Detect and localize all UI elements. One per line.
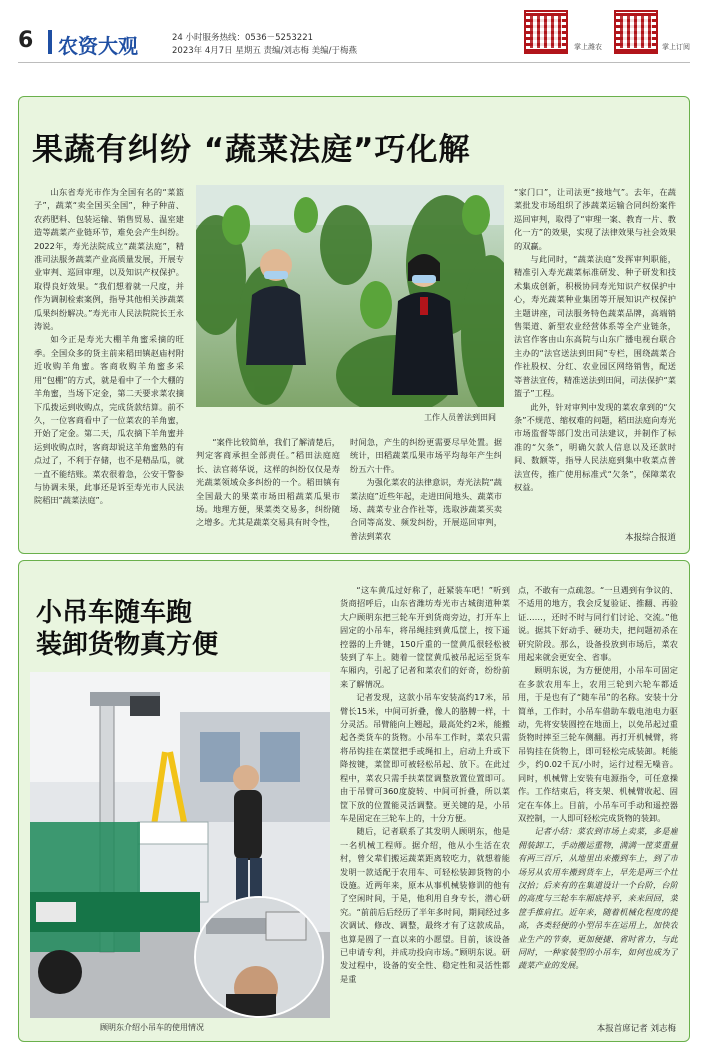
qr-code-right[interactable] [614,10,658,54]
qr-code-left[interactable] [524,10,568,54]
reporter-summary: 记者小结：菜农到市场上卖菜，多是雇佣装卸工，手动搬运重物，满满一筐菜重量有两三百斤，从地里出来搬到车上，到了市场另从农用车搬到货车上，早先是两三个壮汉抬；后来有的在集道设计一个台阶，台阶的高度与三轮车车厢底持平，来来回回，菜筐手推肩扛。近年来，随着机械化程度的提高，各类轻便的小型吊车在运用上，加快农业生产的节奏，更加便捷、省时省力，与此同时，一种家装型的小吊车，如何也成为了蔬菜产业的发展。 [518,826,678,971]
page-number: 6 [18,28,34,53]
article1-column-3 [350,436,502,550]
article2-byline: 本报首席记者 刘志梅 [596,1024,676,1034]
photo2-caption: 顾明东介绍小吊车的使用情况 [100,1023,204,1032]
article2-column-2 [340,584,510,1038]
article1-title: 果蔬有纠纷 “蔬菜法庭”巧化解 [32,132,471,168]
paragraph: “这车黄瓜过好称了，赶紧装车吧！”听到货商招呼后，山东省潍坊寿光市古城街道种菜大户顾明东把三轮车开到货商旁边，打开车上固定的小吊车，将吊绳挂到黄瓜筐上，按下遥控器的上升键，150斤重的一筐黄瓜很轻松被装到了车上。随着一筐筐黄瓜被吊起运至货车车厢内，引起了记者和菜农们的好奇，纷纷前来了解情况。 [340,585,510,689]
qr-right-label: 掌上订阅 [662,43,690,51]
paragraph: 记者发现，这款小吊车安装高约17米，吊臂长15米，中间可折叠，像人的胳膊一样，十分灵活。吊臂能向上翘起，最高处约2米，能搬起各类货车的货物。小吊车工作时，菜农只需将吊钩挂在菜筐把手或绳扣上，启动上升或下降按键，菜筐即可被轻松吊起、放下。在此过程中，菜农只需手扶菜筐调整放置位置即可。由于吊臂可360度旋转、中间可折叠，所以菜筐下放的位置能灵活调整。更关键的是，小吊车是固定在三轮车上的，十分方便。 [340,692,510,823]
paragraph: “案件比较简单，我们了解清楚后，判定客商承担全部责任。”稻田法庭庭长、法官蒋华说，这样的纠纷仅仅是寿光蔬菜领域众多纠纷的一个。稻田镇有全国最大的果菜市场田稻蔬菜瓜果市场。地理方便，果菜类交易多，纠纷随之增多。尤其是蔬菜交易具有时令性， [196,437,340,528]
paragraph: 山东省寿光市作为全国有名的“菜篮子”，蔬菜“卖全国买全国”，种子种苗、农药肥料、包装运输、销售贸易、温室建造等蔬菜产业链环节，难免会产生纠纷。2022年，寿光法院成立“蔬菜法庭”，精准司法服务蔬菜产业高质量发展，开展专业审判、巡回审理，以及知识产权保护。取得良好效果。“我们想着就一尺度，并作为调制检索案例，指导其他相关涉蔬菜瓜果纠纷解决。”寿光市人民法院院长王永涛说。 [34,187,184,332]
article1-column-1 [34,186,184,546]
date-editors-text: 2023年 4月7日 星期五 责编/刘志梅 美编/于梅燕 [172,46,357,56]
farm-photo [196,185,504,407]
greenhouse-scene-image [196,185,504,407]
article2-title-line2: 装卸货物真方便 [36,630,219,660]
hotline-text: 24 小时服务热线：0536－5253221 [172,33,314,43]
remote-control-image [196,898,324,1018]
photo1-caption: 工作人员普法到田间 [424,413,496,422]
article1-byline: 本报综合报道 [624,533,676,543]
paragraph: 点，不敢有一点疏忽。“一旦遇到有争议的、不适用的地方，我会反复验证、推翻、再验证……，还时不时与同行们讨论、交流。”他说。据其下好动手、硬功夫，把问题初杀在研究阶段。那么，设备投放到市场后，菜农用起来就会更安全、省事。 [518,585,678,663]
header-rule [18,62,690,63]
crane-detail-inset-photo [194,896,324,1018]
paragraph: 如今正是寿光大棚羊角蜜采摘的旺季。全国众多的货主前来稻田镇赵庙村附近收购羊角蜜。客商收购羊角蜜多采用“包棚”的方式，就是看中了一个大棚的羊角蜜，当场下定金，第二天要求菜农摘下瓜拨运到收购点，完成货款结算。前不久，一位客商看中了一位菜农的羊角蜜，开始了定金。第二天，瓜农摘下羊角蜜并运到收购点时，客商却说这羊角蜜熟的有点过了，不利于存储，也不是精品瓜，就一直不能结账。菜农很着急，公安干警参与协调未果，此事还是诉至寿光市人民法院稻田“蔬菜法庭”。 [34,334,184,506]
paragraph: 顾明东说，为方便使用，小吊车可固定在多款农用车上，农用三轮到六轮车都适用，于是也有了“随车吊”的名称。安装十分简单，工作时，小吊车借助车载电池电力驱动，先将安装圆控在地面上，以免吊起过重货物时摔至三轮车侧翻。再打开机械臂，将吊钩挂在货物上，即可轻松完成装卸。耗能少，约0.02千瓦/小时，运行过程无噪音。同时，机械臂上安装有电源指令，可任意操作。工作结束后，将支架、机械臂收起、固定在车体上。目前，小吊车可手动和遥控器双控制，一人即可轻松完成货物的装卸。 [518,665,678,823]
qr-left-label: 掌上潍农 [574,43,602,51]
section-divider [48,30,52,54]
paragraph: 时间急，产生的纠纷更需要尽早处置。据统计，田稻蔬菜瓜果市场平均每年产生纠纷五六十件。 [350,437,502,474]
paragraph: 与此同时，“蔬菜法庭”发挥审判职能，精准引入寿光蔬菜标准研发、种子研发和技术集成创新，积极协同寿光知识产权保护中心，寿光蔬菜种业集团等开展知识产权保护主题讲座，司法服务特色蔬菜品牌，高端销售渠道、新型农业经营体系等全产业链条，法官作客由山东高院与山东广播电视台联合主办的“法官送法到田间”专栏，围绕蔬菜合作社股权、分红、农业园区网络销售，配送等普法宣传，精准送法到田间，司法保护“菜篮子”工程。 [514,254,676,399]
paragraph: 此外，针对审判中发现的菜农拿到的“欠条”不规范、缩权难的问题，稻田法庭向寿光市场监督等部门发出司法建议，并制作了标准的“欠条”，明确欠款人信息以及还款时间、数额等，指导人民法庭到集中收菜点普法宣传，推广使用标准式“欠条”，保障菜农权益。 [514,401,676,492]
paragraph: “家门口”，让司法更“接地气”。去年，在蔬菜批发市场组织了涉蔬菜运输合同纠纷案件巡回审判，取得了“审理一案、教育一片、教化一方”的效果，实现了法律效果与社会效果的双赢。 [514,187,676,251]
paragraph: 随后，记者联系了其发明人顾明东，他是一名机械工程师。据介绍，他从小生活在农村，曾父辈们搬运蔬菜距离较吃力，就想着能发明一款适配于农用车、可轻松装卸货物的小设施。近两年来，原本从事机械装修训的他有了空闲时间，于是，他利用自身专长，潜心研究。“前前后后经历了半年多时间，期间经过多次调试、修改、调整，最终才有了这款成品，也算是圆了一直以来的小愿望。目前，该设备已申请专利，并成功投向市场。”顾明东说。研发过程中，设备的安全性、稳定性和灵活性都是重 [340,826,510,984]
article2-title-line1: 小吊车随车跑 [36,598,193,628]
article1-column-4 [514,186,676,530]
section-title: 农资大观 [58,34,138,58]
article1-column-2 [196,436,340,550]
paragraph: 为强化菜农的法律意识，寿光法院“蔬菜法庭”近些年起，走进田间地头、蔬菜市场、蔬菜专业合作社等，选取涉蔬菜买卖合同等高发、频发纠纷，开展巡回审判，普法到菜农 [350,477,502,541]
article2-column-3 [518,584,678,1014]
